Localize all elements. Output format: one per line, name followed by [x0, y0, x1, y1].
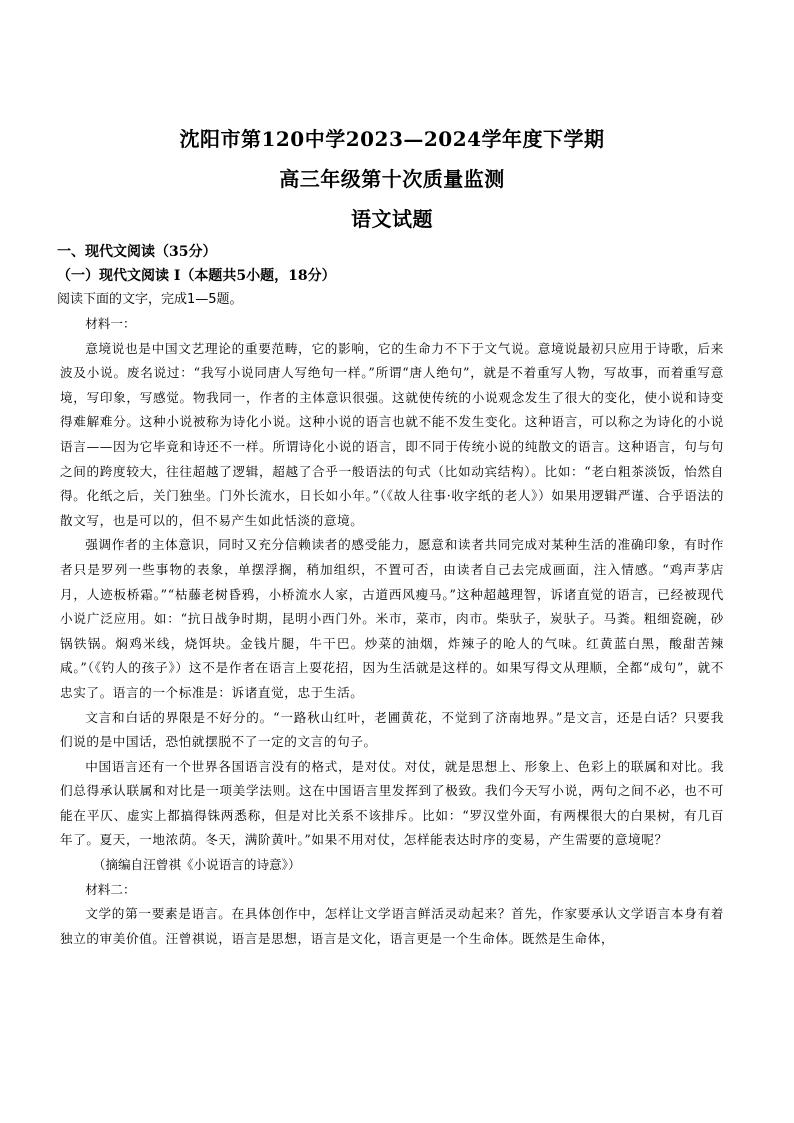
section-heading: 一、现代文阅读（35分）	[57, 244, 217, 260]
exam-title-school: 沈阳市第120中学2023—2024学年度下学期	[179, 127, 605, 151]
material-two-paragraph-1: 文学的第一要素是语言。在具体创作中，怎样让文学语言鲜活灵动起来？首先，作家要承认文学语言本身有着独立的审美价值。汪曾祺说，语言是思想，语言是文化，语言更是一个生命体。既然是生命体，	[60, 906, 724, 946]
exam-title-grade: 高三年级第十次质量监测	[279, 167, 505, 191]
exam-title-subject: 语文试题	[351, 207, 433, 231]
material-one-paragraph-4: 中国语言还有一个世界各国语言没有的格式，是对仗。对仗，就是思想上、形象上、色彩上的联属和对比。我们总得承认联属和对比是一项美学法则。这在中国语言里发挥到了极致。我们今天写小说，两句之间不必，也不可能在平仄、虚实上都搞得铢两悉称，但是对比关系不该排斥。比如：“罗汉堂外面，有两棵很大的白果树，有几百年了。夏天，一地浓荫。冬天，满阶黄叶。”如果不用对仗，怎样能表达时序的变易，产生需要的意境呢？	[60, 758, 724, 848]
material-two-label: 材料二：	[85, 881, 136, 897]
material-one-label: 材料一：	[85, 316, 136, 331]
subsection-heading: （一）现代文阅读 I（本题共5小题，18分）	[57, 268, 336, 284]
material-one-paragraph-1: 意境说也是中国文艺理论的重要范畴，它的影响，它的生命力不下于文气说。意境说最初只应用于诗歌，后来波及小说。废名说过：“我写小说同唐人写绝句一样。”所谓“唐人绝句”，就是不着重写人物，写故事，而着重写意境，写印象，写感觉。物我同一，作者的主体意识很强。这就使传统的小说观念发生了很大的变化，使小说和诗变得难解难分。这种小说被称为诗化小说。这种小说的语言也就不能不发生变化。这种语言，可以称之为诗化的小说语言——因为它毕竟和诗还不一样。所谓诗化小说的语言，即不同于传统小说的纯散文的语言。这种语言，句与句之间的跨度较大，往往超越了逻辑，超越了合乎一般语法的句式（比如动宾结构）。比如：“老白粗茶淡饭，怡然自得。化纸之后，关门独坐。门外长流水，日长如小年。”（《故人往事·收字纸的老人》）如果用逻辑严谨、合乎语法的散文写，也是可以的，但不易产生如此恬淡的意境。	[60, 340, 724, 528]
material-one-paragraph-2: 强调作者的主体意识，同时又充分信赖读者的感受能力，愿意和读者共同完成对某种生活的准确印象，有时作者只是罗列一些事物的表象，单摆浮搁，稍加组织，不置可否，由读者自己去完成画面，注入情感。“鸡声茅店月，人迹板桥霜。”“枯藤老树昏鸦，小桥流水人家，古道西风瘦马。”这种超越理智，诉诸直觉的语言，已经被现代小说广泛应用。如：“抗日战争时期，昆明小西门外。米市，菜市，肉市。柴驮子，炭驮子。马粪。粗细瓷碗，砂锅铁锅。焖鸡米线，烧饵块。金钱片腿，牛干巴。炒菜的油烟，炸辣子的呛人的气味。红黄蓝白黑，酸甜苦辣咸。”（《钓人的孩子》）这不是作者在语言上耍花招，因为生活就是这样的。如果写得文从理顺，全都“成句”，就不忠实了。语言的一个标准是：诉诸直觉，忠于生活。	[60, 537, 724, 700]
material-one-paragraph-3: 文言和白话的界限是不好分的。“一路秋山红叶，老圃黄花，不觉到了济南地界。”是文言，还是白话？只要我们说的是中国话，恐怕就摆脱不了一定的文言的句子。	[60, 709, 724, 750]
reading-instruction: 阅读下面的文字，完成1—5题。	[57, 292, 243, 307]
material-one-source: （摘编自汪曾祺《小说语言的诗意》）	[92, 857, 301, 873]
